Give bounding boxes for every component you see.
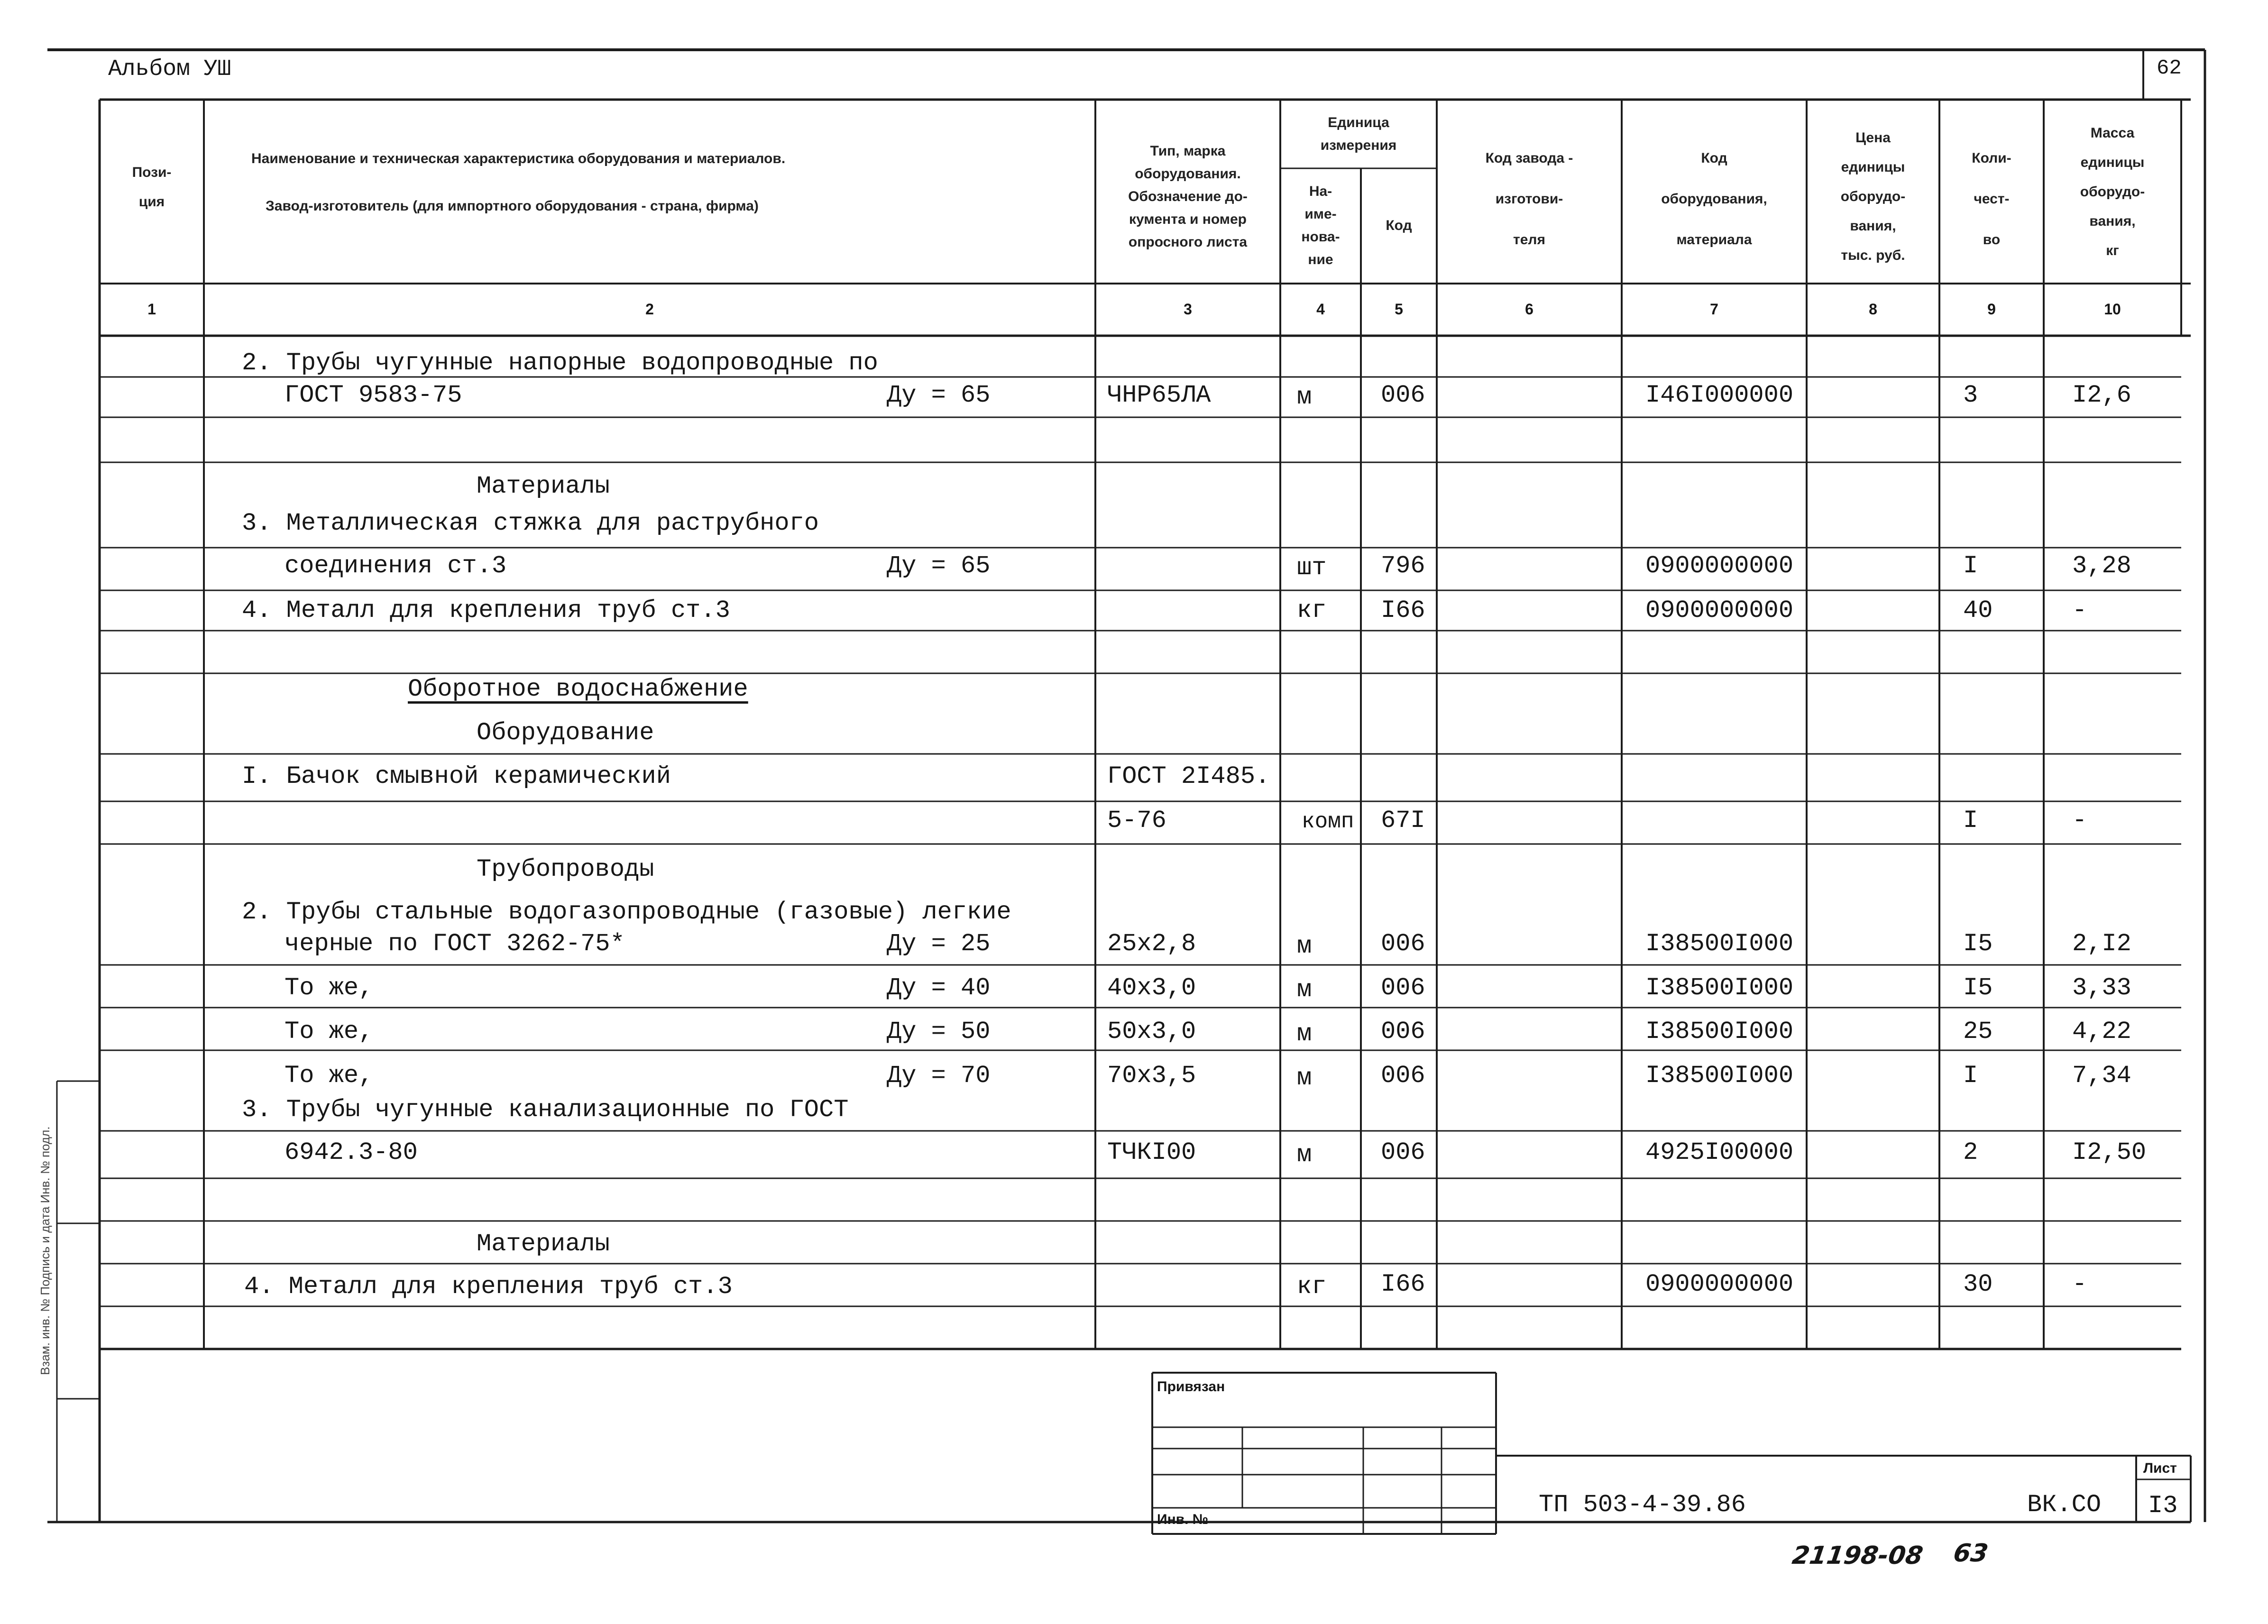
row-mass: 4,22 <box>2072 1018 2131 1046</box>
col-number-1: 1 <box>147 301 156 318</box>
row-quantity: 2 <box>1963 1138 1978 1166</box>
row-unit: м <box>1297 383 1312 411</box>
header-plant-code: Код завода - изготови- теля <box>1485 150 1573 248</box>
row-type: 5-76 <box>1107 807 1166 835</box>
header-position: Пози- ция <box>132 165 172 210</box>
row-unit: кг <box>1297 1273 1327 1301</box>
row-equipment-code: 0900000000 <box>1645 1270 1794 1298</box>
row-type: ГОСТ 2I485. <box>1107 762 1270 790</box>
row-unit-code: 006 <box>1381 1018 1425 1046</box>
row-unit: м <box>1297 1064 1312 1092</box>
row-quantity: 25 <box>1963 1018 1993 1046</box>
col-number-9: 9 <box>1987 301 1996 318</box>
row-name: 6942.3-80 <box>285 1138 418 1166</box>
col-number-2: 2 <box>645 301 654 318</box>
header-unit-code: Код <box>1386 218 1412 233</box>
page-number: 62 <box>2157 56 2182 80</box>
row-equipment-code: 4925I00000 <box>1645 1138 1794 1166</box>
list-label: Лист <box>2143 1460 2177 1476</box>
col-number-5: 5 <box>1395 301 1403 318</box>
document-mark: ВК.СО <box>2027 1491 2102 1519</box>
row-name: 2. Трубы чугунные напорные водопроводные по <box>242 349 878 377</box>
section-heading: Материалы <box>477 1230 610 1258</box>
row-name: I. Бачок смывной керамический <box>242 762 671 790</box>
handwritten-page: 63 <box>1951 1539 1990 1568</box>
album-label: Альбом УШ <box>108 56 231 82</box>
row-equipment-code: I38500I000 <box>1645 930 1794 958</box>
row-equipment-code: 0900000000 <box>1645 596 1794 624</box>
row-mass: - <box>2072 596 2087 624</box>
row-dn: Ду = 70 <box>887 1062 991 1090</box>
row-dn: Ду = 40 <box>887 974 991 1002</box>
col-number-10: 10 <box>2104 301 2121 318</box>
row-equipment-code: 0900000000 <box>1645 552 1794 580</box>
row-mass: - <box>2072 1270 2087 1298</box>
row-unit-code: 006 <box>1381 974 1425 1002</box>
row-name: 3. Металлическая стяжка для раструбного <box>242 509 819 537</box>
row-equipment-code: I38500I000 <box>1645 1018 1794 1046</box>
row-unit: м <box>1297 1020 1312 1048</box>
row-type: ТЧКI00 <box>1107 1138 1196 1166</box>
col-number-4: 4 <box>1316 301 1325 318</box>
row-type: 50х3,0 <box>1107 1018 1196 1046</box>
row-type: 25х2,8 <box>1107 930 1196 958</box>
row-name: То же, <box>285 1062 374 1090</box>
header-unit-group: Единица измерения <box>1320 115 1397 153</box>
row-unit-code: I66 <box>1381 1270 1425 1298</box>
row-type: 70х3,5 <box>1107 1062 1196 1090</box>
row-mass: 3,28 <box>2072 552 2131 580</box>
row-equipment-code: I38500I000 <box>1645 1062 1794 1090</box>
row-unit: кг <box>1297 596 1327 624</box>
header-unit-name: На- име- нова- ние <box>1301 184 1340 267</box>
row-unit-code: 006 <box>1381 1062 1425 1090</box>
row-unit-code: I66 <box>1381 596 1425 624</box>
row-quantity: I <box>1963 807 1978 835</box>
list-number: I3 <box>2148 1492 2178 1520</box>
row-unit-code: 006 <box>1381 1138 1425 1166</box>
row-quantity: I <box>1963 1062 1978 1090</box>
row-name: соединения ст.3 <box>285 552 507 580</box>
row-quantity: 30 <box>1963 1270 1993 1298</box>
header-equipment-code: Код оборудования, материала <box>1661 150 1767 248</box>
row-unit: м <box>1297 932 1312 960</box>
row-dn: Ду = 65 <box>887 552 991 580</box>
row-unit-code: 006 <box>1381 930 1425 958</box>
header-quantity: Коли- чест- во <box>1972 150 2011 248</box>
row-dn: Ду = 50 <box>887 1018 991 1046</box>
section-heading: Оборудование <box>477 719 654 747</box>
row-name: 3. Трубы чугунные канализационные по ГОСТ <box>242 1096 849 1124</box>
row-quantity: I5 <box>1963 974 1993 1002</box>
row-unit-code: 006 <box>1381 381 1425 409</box>
section-heading: Трубопроводы <box>477 855 654 883</box>
row-equipment-code: I38500I000 <box>1645 974 1794 1002</box>
row-mass: 3,33 <box>2072 974 2131 1002</box>
handwritten-number: 21198-08 <box>1790 1541 1925 1570</box>
privyazan-label: Привязан <box>1157 1379 1225 1395</box>
col-number-7: 7 <box>1710 301 1718 318</box>
section-heading-underlined: Оборотное водоснабжение <box>408 675 748 703</box>
row-unit: комп <box>1302 809 1354 834</box>
row-name: ГОСТ 9583-75 <box>285 381 462 409</box>
row-quantity: 40 <box>1963 596 1993 624</box>
row-unit-code: 796 <box>1381 552 1425 580</box>
row-unit: м <box>1297 1141 1312 1169</box>
row-type: ЧНР65ЛА <box>1107 381 1211 409</box>
row-unit: шт <box>1297 554 1327 582</box>
document-code: ТП 503-4-39.86 <box>1539 1491 1746 1519</box>
section-heading: Материалы <box>477 472 610 500</box>
col-number-6: 6 <box>1525 301 1533 318</box>
row-mass: 7,34 <box>2072 1062 2131 1090</box>
row-unit: м <box>1297 976 1312 1004</box>
row-equipment-code: I46I000000 <box>1645 381 1794 409</box>
row-quantity: 3 <box>1963 381 1978 409</box>
header-name-line1: Наименование и техническая характеристика оборудования и материалов. <box>251 151 786 166</box>
header-name-line2: Завод-изготовитель (для импортного оборудования - страна, фирма) <box>266 198 759 214</box>
row-quantity: I5 <box>1963 930 1993 958</box>
col-number-8: 8 <box>1869 301 1877 318</box>
row-name: 4. Металл для крепления труб ст.3 <box>242 596 730 624</box>
row-name: То же, <box>285 974 374 1002</box>
header-mass: Масса единицы оборудо- вания, кг <box>2080 125 2145 258</box>
row-mass: 2,I2 <box>2072 930 2131 958</box>
row-unit-code: 67I <box>1381 807 1425 835</box>
row-type: 40х3,0 <box>1107 974 1196 1002</box>
row-name: черные по ГОСТ 3262-75* <box>285 930 625 958</box>
row-name: То же, <box>285 1018 374 1046</box>
inventory-label: Инв. № <box>1157 1512 1209 1527</box>
row-mass: - <box>2072 807 2087 835</box>
side-stamp: Взам. инв. № Подпись и дата Инв. № подл. <box>38 1126 52 1375</box>
col-number-3: 3 <box>1184 301 1192 318</box>
row-name: 4. Металл для крепления труб ст.3 <box>244 1273 733 1301</box>
row-dn: Ду = 25 <box>887 930 991 958</box>
header-price: Цена единицы оборудо- вания, тыс. руб. <box>1840 130 1906 263</box>
row-name: 2. Трубы стальные водогазопроводные (газовые) легкие <box>242 898 1011 926</box>
row-quantity: I <box>1963 552 1978 580</box>
row-dn: Ду = 65 <box>887 381 991 409</box>
row-mass: I2,50 <box>2072 1138 2147 1166</box>
row-mass: I2,6 <box>2072 381 2131 409</box>
header-type: Тип, марка оборудования. Обозначение до- кумента и номер опросного листа <box>1128 143 1248 250</box>
